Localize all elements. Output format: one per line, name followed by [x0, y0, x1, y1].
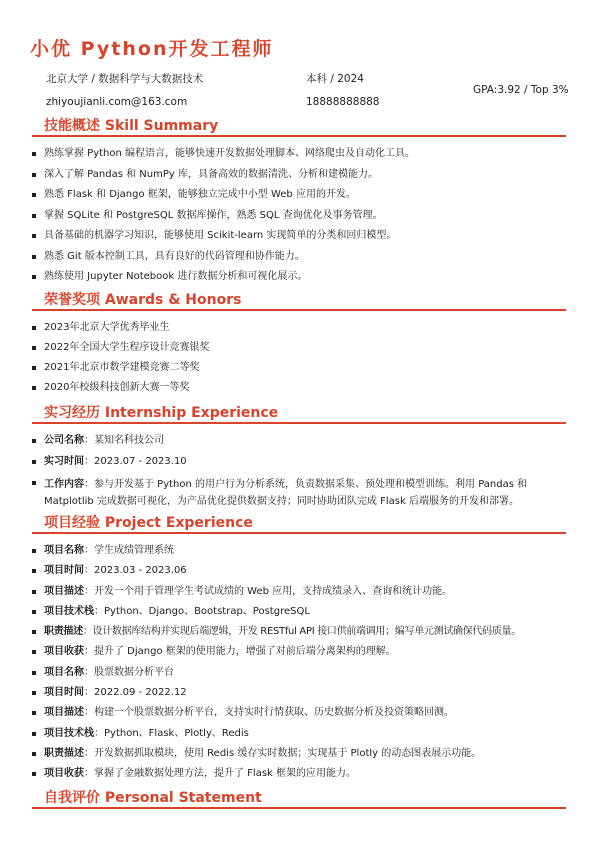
section-statement	[32, 789, 566, 809]
bullet-icon	[32, 590, 36, 594]
list-item: 实习时间：2023.07 - 2023.10	[32, 455, 566, 469]
section-skills	[32, 117, 566, 137]
candidate-name: 小优 Python开发工程师	[30, 38, 274, 60]
list-item: 职责描述：开发数据抓取模块，使用 Redis 缓存实时数据；实现基于 Plotly 的动态图表展示功能。	[32, 747, 566, 761]
list-item: 项目名称：学生成绩管理系统	[32, 544, 566, 558]
bullet-icon	[32, 173, 36, 177]
degree-info: 本科 / 2024	[306, 73, 364, 85]
list-item: 公司名称：某知名科技公司	[32, 434, 566, 448]
section-awards	[32, 291, 566, 311]
list-item: 深入了解 Pandas 和 NumPy 库，具备高效的数据清洗、分析和建模能力。	[32, 168, 566, 182]
bullet-icon	[32, 366, 36, 370]
list-item: 项目描述：开发一个用于管理学生考试成绩的 Web 应用，支持成绩录入、查询和统计功能。	[32, 585, 566, 599]
gpa-info: GPA:3.92 / Top 3%	[473, 84, 569, 96]
list-item: 2020年校级科技创新大赛一等奖	[32, 381, 566, 395]
bullet-icon	[32, 255, 36, 259]
list-item: 2022年全国大学生程序设计竞赛银奖	[32, 341, 566, 355]
list-item: 项目收获：掌握了金融数据处理方法，提升了 Flask 框架的应用能力。	[32, 767, 566, 781]
bullet-icon	[32, 671, 36, 675]
section-title: 荣誉奖项 Awards & Honors	[44, 292, 242, 308]
email-info: zhiyoujianli.com@163.com	[46, 96, 188, 108]
bullet-icon	[32, 346, 36, 350]
list-item: 熟悉 Flask 和 Django 框架，能够独立完成中小型 Web 应用的开发。	[32, 188, 566, 202]
list-item: 项目名称：股票数据分析平台	[32, 666, 566, 680]
section-title: 实习经历 Internship Experience	[44, 405, 279, 421]
bullet-icon	[32, 481, 36, 485]
projects-list	[32, 544, 566, 781]
section-internship	[32, 404, 566, 424]
list-item: 项目收获：提升了 Django 框架的使用能力，增强了对前后端分离架构的理解。	[32, 645, 566, 659]
list-item: 项目技术栈：Python、Flask、Plotly、Redis	[32, 727, 566, 741]
school-info: 北京大学 / 数据科学与大数据技术	[46, 73, 204, 85]
list-item: 职责描述：设计数据库结构并实现后端逻辑，开发 RESTful API 接口供前端调用；编写单元测试确保代码质量。	[32, 625, 566, 639]
list-item: 项目时间：2023.03 - 2023.06	[32, 564, 566, 578]
internship-list	[32, 434, 566, 510]
phone-info: 18888888888	[306, 96, 380, 108]
bullet-icon	[32, 549, 36, 553]
bullet-icon	[32, 386, 36, 390]
list-item: 项目技术栈：Python、Django、Bootstrap、PostgreSQL	[32, 605, 566, 619]
bullet-icon	[32, 326, 36, 330]
section-title: 项目经验 Project Experience	[44, 515, 253, 531]
bullet-icon	[32, 275, 36, 279]
list-item: 熟练使用 Jupyter Notebook 进行数据分析和可视化展示。	[32, 270, 566, 284]
list-item: 熟练掌握 Python 编程语言，能够快速开发数据处理脚本、网络爬虫及自动化工具。	[32, 147, 566, 161]
bullet-icon	[32, 650, 36, 654]
bullet-icon	[32, 691, 36, 695]
skills-list	[32, 147, 566, 284]
section-title: 技能概述 Skill Summary	[44, 118, 219, 134]
bullet-icon	[32, 569, 36, 573]
bullet-icon	[32, 732, 36, 736]
list-item: 项目时间：2022.09 - 2022.12	[32, 686, 566, 700]
bullet-icon	[32, 711, 36, 715]
section-title: 自我评价 Personal Statement	[44, 790, 262, 806]
bullet-icon	[32, 752, 36, 756]
list-item: 2023年北京大学优秀毕业生	[32, 321, 566, 335]
list-item: 2021年北京市数学建模竞赛二等奖	[32, 361, 566, 375]
section-projects	[32, 514, 566, 534]
bullet-icon	[32, 234, 36, 238]
bullet-icon	[32, 214, 36, 218]
awards-list	[32, 321, 566, 395]
bullet-icon	[32, 772, 36, 776]
list-item: 项目描述：构建一个股票数据分析平台，支持实时行情获取、历史数据分析及投资策略回测。	[32, 706, 566, 720]
bullet-icon	[32, 630, 36, 634]
bullet-icon	[32, 439, 36, 443]
bullet-icon	[32, 460, 36, 464]
list-item: 熟悉 Git 版本控制工具，具有良好的代码管理和协作能力。	[32, 250, 566, 264]
list-item: 掌握 SQLite 和 PostgreSQL 数据库操作，熟悉 SQL 查询优化及事务管理。	[32, 209, 566, 223]
list-item: 工作内容：参与开发基于 Python 的用户行为分析系统，负责数据采集、预处理和模型训练。利用 Pandas 和 Matplotlib 完成数据可视化，为产品优化提供数据支持；同时协助团队完成 Flask 后端服务的开发和部署。	[32, 476, 564, 510]
bullet-icon	[32, 610, 36, 614]
bullet-icon	[32, 193, 36, 197]
bullet-icon	[32, 152, 36, 156]
list-item: 具备基础的机器学习知识，能够使用 Scikit-learn 实现简单的分类和回归模型。	[32, 229, 566, 243]
